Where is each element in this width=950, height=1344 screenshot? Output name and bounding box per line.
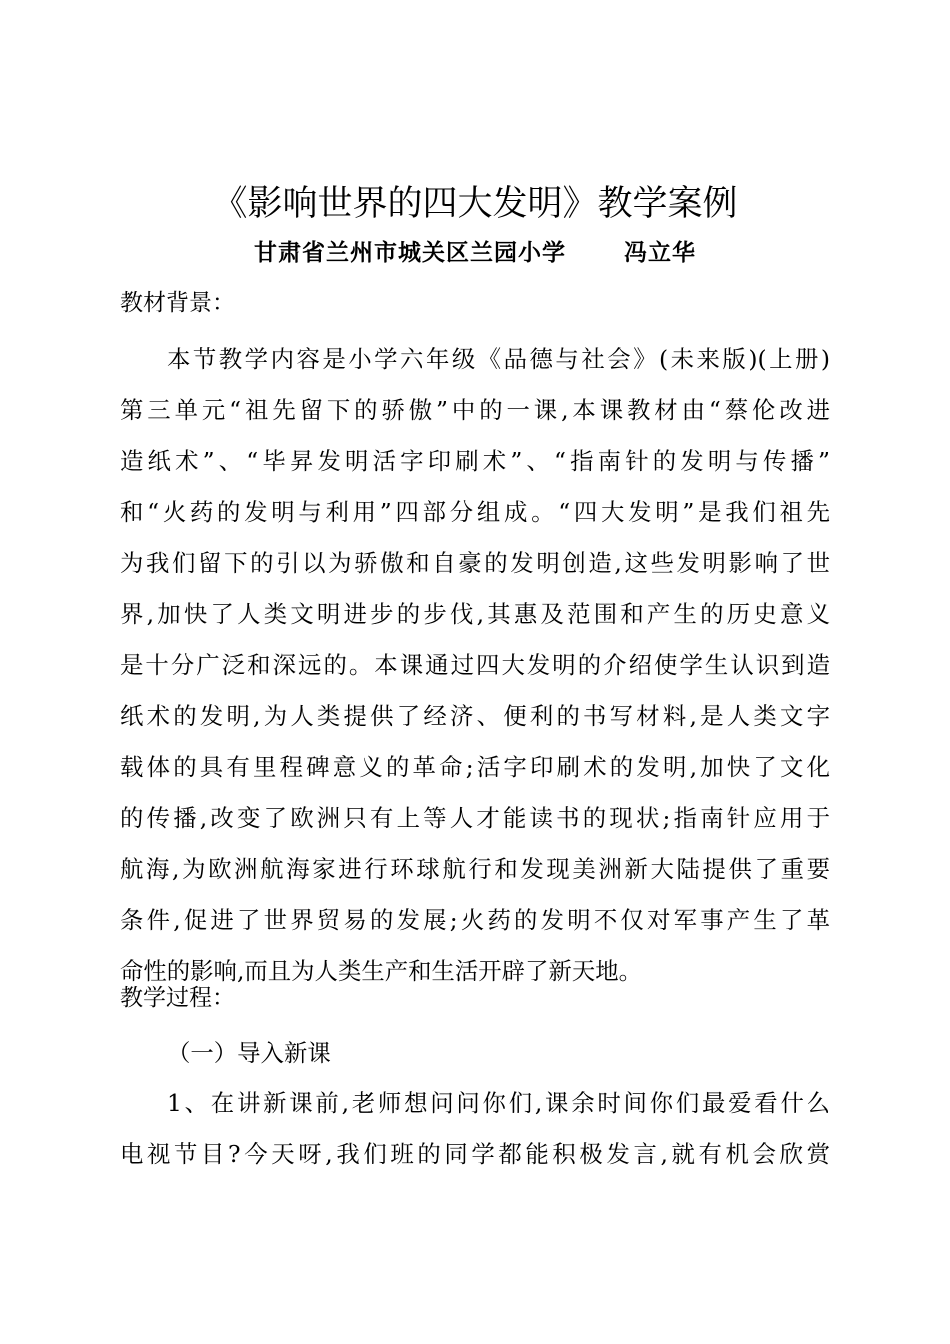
author-name: 冯立华 — [624, 239, 696, 266]
paragraph-line: 第三单元“祖先留下的骄傲”中的一课,本课教材由“蔡伦改进 — [120, 396, 830, 424]
paragraph-line: 载体的具有里程碑意义的革命;活字印刷术的发明,加快了文化 — [120, 753, 830, 781]
paragraph-line: 是十分广泛和深远的。本课通过四大发明的介绍使学生认识到造 — [120, 651, 830, 679]
paragraph-line: 和“火药的发明与利用”四部分组成。“四大发明”是我们祖先 — [120, 498, 830, 526]
paragraph-line: 为我们留下的引以为骄傲和自豪的发明创造,这些发明影响了世 — [120, 549, 830, 577]
paragraph-line: 界,加快了人类文明进步的步伐,其惠及范围和产生的历史意义 — [120, 600, 830, 628]
paragraph-line: 1、在讲新课前,老师想问问你们,课余时间你们最爱看什么 — [167, 1089, 830, 1117]
paragraph-line: 造纸术”、“毕昇发明活字印刷术”、“指南针的发明与传播” — [120, 447, 830, 475]
paragraph-line: 航海,为欧洲航海家进行环球航行和发现美洲新大陆提供了重要 — [120, 855, 830, 883]
paragraph-line: 电视节目?今天呀,我们班的同学都能积极发言,就有机会欣赏 — [120, 1140, 830, 1168]
author-organization: 甘肃省兰州市城关区兰园小学 — [254, 239, 566, 266]
paragraph-line: 的传播,改变了欧洲只有上等人才能读书的现状;指南针应用于 — [120, 804, 830, 832]
background-paragraph — [120, 334, 830, 997]
section-heading-background: 教材背景： — [120, 290, 235, 316]
paragraph-line: 本节教学内容是小学六年级《品德与社会》(未来版)(上册) — [167, 345, 831, 373]
section-heading-process: 教学过程： — [120, 985, 235, 1011]
process-paragraph — [120, 1078, 830, 1180]
document-title: 《影响世界的四大发明》教学案例 — [212, 184, 738, 224]
paragraph-line: 条件,促进了世界贸易的发展;火药的发明不仅对军事产生了革 — [120, 906, 830, 934]
author-line — [0, 236, 950, 270]
paragraph-line: 命性的影响,而且为人类生产和生活开辟了新天地。 — [120, 957, 643, 985]
paragraph-line: 纸术的发明,为人类提供了经济、便利的书写材料,是人类文字 — [120, 702, 830, 730]
subsection-heading-intro: （一）导入新课 — [167, 1039, 331, 1067]
